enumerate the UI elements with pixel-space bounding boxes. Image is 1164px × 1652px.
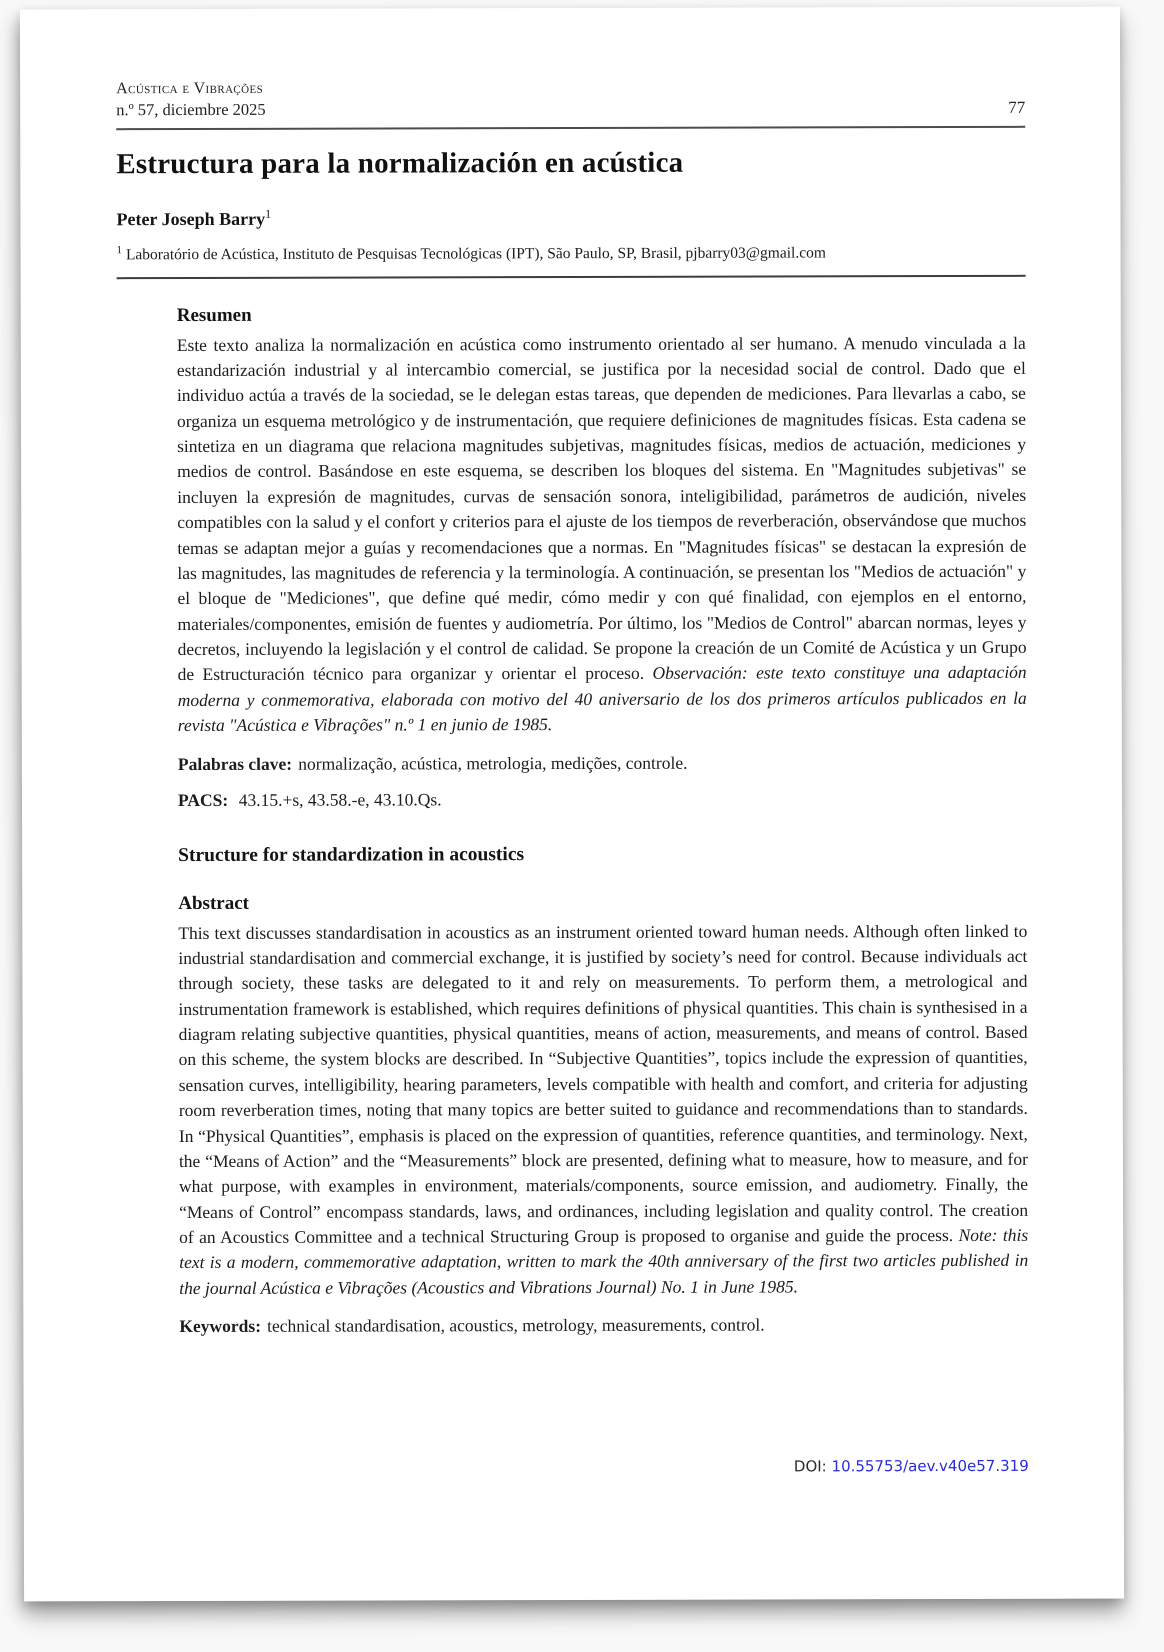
- palabras-clave-values: normalização, acústica, metrologia, medições, controle.: [298, 752, 688, 774]
- english-title: Structure for standardization in acoustics: [178, 843, 525, 866]
- page-number: 77: [1008, 98, 1026, 118]
- palabras-clave-label: Palabras clave:: [177, 753, 293, 774]
- author-name: Peter Joseph Barry: [116, 209, 266, 230]
- pacs-values: 43.15.+s, 43.58.-e, 43.10.Qs.: [238, 788, 442, 810]
- abstract-text-regular: This text discusses standardisation in acoustics as an instrument oriented toward human needs. Although often linked to industrial standardisation and commercial exchange, it is justified by society’s need for control. Because individuals act through society, these tasks are delegated to it and rely on measurements. To perform them, a metrological and instrumentation framework is established, which requires definitions of physical quantities. This chain is synthesised in a diagram relating subjective quantities, physical quantities, means of action, measurements, and means of control. Based on this scheme, the system blocks are described. In “Subjective Quantities”, topics include the expression of quantities, sensation curves, intelligibility, hearing parameters, levels compatible with health and comfort, and criteria for adjusting room reverberation times, noting that many topics are better suited to guidance and recommendations than to standards. In “Physical Quantities”, emphasis is placed on the expression of quantities, reference quantities, and terminology. Next, the “Means of Action” and the “Measurements” block are presented, defining what to measure, how to measure, and for what purpose, with examples in environment, materials/components, source emission, and audiometry. Finally, the “Means of Control” encompass standards, laws, and ordinances, including legislation and quality control. The creation of an Acoustics Committee and a technical Structuring Group is proposed to organise and guide the process.: [178, 920, 1029, 1248]
- abstract-heading: Abstract: [178, 892, 249, 914]
- pacs-label: PACS:: [177, 789, 229, 810]
- resumen-text-note: Observación: este texto constituye una adaptación moderna y conmemorativa, elaborada con motivo del 40 aniversario de los dos primeros artículos publicados en la revista "Acústica e Vibrações" n.º 1 en junio de 1985.: [177, 662, 1027, 736]
- article-title: Estructura para la normalización en acústica: [116, 147, 684, 181]
- paper-page: [20, 7, 1124, 1602]
- keywords-label: Keywords:: [179, 1316, 262, 1337]
- journal-name: Acústica e Vibrações: [116, 79, 264, 98]
- palabras-clave-line: [178, 751, 1027, 774]
- keywords-values: technical standardisation, acoustics, metrology, measurements, control.: [267, 1314, 765, 1337]
- doi-link[interactable]: 10.55753/aev.v40e57.319: [831, 1457, 1029, 1476]
- resumen-heading: Resumen: [176, 304, 252, 326]
- journal-issue-line: n.º 57, diciembre 2025: [116, 99, 266, 120]
- doi-label: DOI:: [793, 1457, 827, 1476]
- abstract-text: [178, 918, 1028, 1301]
- author-footnote-marker: 1: [265, 207, 272, 222]
- affiliation-text: Laboratório de Acústica, Instituto de Pesquisas Tecnológicas (IPT), São Paulo, SP, Brasil, pjbarry03@gmail.com: [125, 244, 826, 264]
- author-line: [116, 205, 1025, 230]
- keywords-line: [179, 1314, 1028, 1337]
- journal-header: [116, 77, 1025, 131]
- resumen-text-regular: Este texto analiza la normalización en acústica como instrumento orientado al ser humano. A menudo vinculada a la estandarización industrial y al intercambio comercial, se justifica por la necesidad social de control. Dado que el individuo actúa a través de la sociedad, se le delegan estas tareas, que dependen de mediciones. Para llevarlas a cabo, se organiza un esquema metrológico y de instrumentación, que requiere definiciones de magnitudes físicas. Esta cadena se sintetiza en un diagrama que relaciona magnitudes subjetivas, magnitudes físicas, medios de actuación, mediciones y medios de control. Basándose en este esquema, se describen los bloques del sistema. En "Magnitudes subjetivas" se incluyen la expresión de magnitudes, curvas de sensación sonora, inteligibilidad, parámetros de audición, niveles compatibles con la salud y el confort y criterios para el ajuste de los tiempos de reverberación, observándose que muchos temas se adaptan mejor a guías y recomendaciones que a normas. En "Magnitudes físicas" se destacan la expresión de las magnitudes, las magnitudes de referencia y la terminología. A continuación, se presentan los "Medios de actuación" y el bloque de "Mediciones", que define qué medir, cómo medir y con qué finalidad, con ejemplos en el entorno, materiales/componentes, emisión de fuentes y audiometría. Por último, los "Medios de Control" abarcan normas, leyes y decretos, incluyendo la legislación y el control de calidad. Se propone la creación de un Comité de Acústica y un Grupo de Estructuración técnico para organizar y orientar el proceso.: [176, 332, 1027, 685]
- affiliation-footnote-marker: 1: [116, 244, 123, 257]
- abstract-text-note: Note: this text is a modern, commemorative adaptation, written to mark the 40th anniversary of the first two articles published in the journal Acústica e Vibrações (Acoustics and Vibrations Journal) No. 1 in June 1985.: [179, 1224, 1029, 1298]
- doi-row: [180, 1457, 1029, 1477]
- resumen-text: [177, 330, 1027, 738]
- abstract-column: [177, 302, 1029, 1477]
- pacs-line: [178, 787, 1027, 810]
- journal-header-left: [116, 79, 266, 121]
- affiliation-line: [117, 242, 1026, 279]
